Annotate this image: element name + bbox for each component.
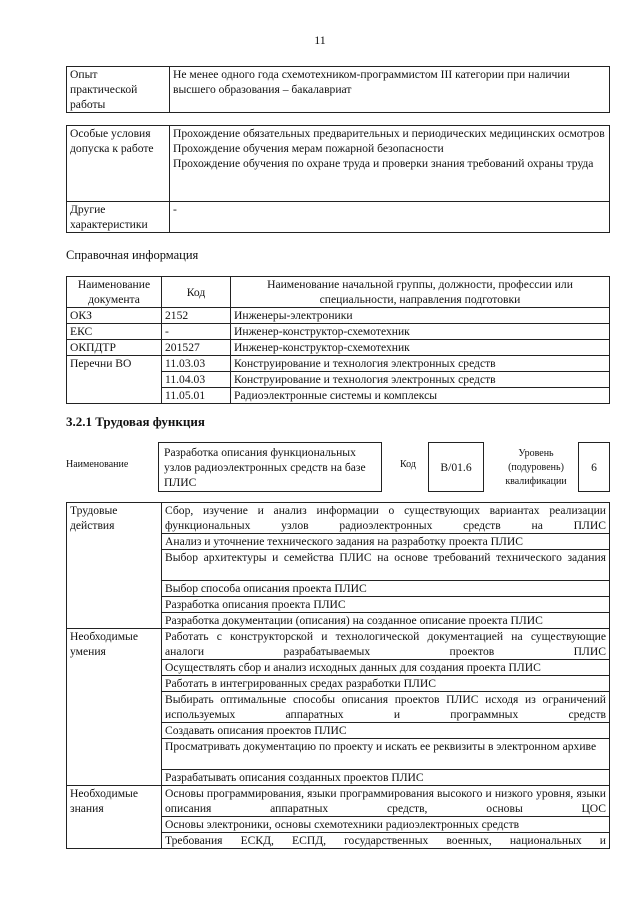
special-items: [170, 126, 610, 202]
ref-doc: ОКЗ: [67, 308, 162, 324]
function-title: 3.2.1 Трудовая функция: [66, 414, 205, 429]
list-item: Анализ и уточнение технического задания на разработку проекта ПЛИС: [162, 534, 610, 550]
list-item: Выбор архитектуры и семейства ПЛИС на основе требований технического задания: [162, 550, 610, 581]
list-item: Осуществлять сбор и анализ исходных данных для создания проекта ПЛИС: [162, 660, 610, 676]
function-level-value: 6: [591, 460, 597, 474]
experience-value: Не менее одного года схемотехником-программистом III категории при наличии высшего образования – бакалавриат: [170, 67, 610, 113]
ref-doc: Перечни ВО: [67, 356, 162, 404]
function-name-box: [158, 442, 382, 492]
ref-header-code: Код: [162, 277, 231, 308]
function-code-label: Код: [400, 459, 416, 470]
ref-header-doc: Наименование документа: [67, 277, 162, 308]
function-name-label: Наименование: [66, 459, 129, 470]
ref-code: 11.03.03: [162, 356, 231, 372]
list-item: Выбор способа описания проекта ПЛИС: [162, 581, 610, 597]
special-item: Прохождение обучения мерам пожарной безопасности: [173, 142, 444, 155]
experience-label: Опыт практической работы: [67, 67, 170, 113]
ref-code: 11.05.01: [162, 388, 231, 404]
list-item: Основы электроники, основы схемотехники радиоэлектронных средств: [162, 817, 610, 833]
list-item: Разрабатывать описания созданных проектов ПЛИС: [162, 770, 610, 786]
list-item: Сбор, изучение и анализ информации о существующих вариантах реализации функциональных узлов радиоэлектронных средств на ПЛИС: [162, 503, 610, 534]
list-item: Основы программирования, языки программирования высокого и низкого уровня, языки описания аппаратных средств, основы ЦОС: [162, 786, 610, 817]
list-item: Разработка документации (описания) на созданное описание проекта ПЛИС: [162, 613, 610, 629]
list-item: Создавать описания проектов ПЛИС: [162, 723, 610, 739]
ref-name: Конструирование и технология электронных средств: [231, 356, 610, 372]
list-item: Работать с конструкторской и технологической документацией на существующие аналоги разрабатываемых проектов ПЛИС: [162, 629, 610, 660]
ref-name: Инженер-конструктор-схемотехник: [231, 324, 610, 340]
table-row: [67, 324, 610, 340]
special-item: Прохождение обязательных предварительных и периодических медицинских осмотров: [173, 127, 605, 140]
reference-heading: Справочная информация: [66, 248, 199, 262]
special-item: Прохождение обучения по охране труда и проверки знания требований охраны труда: [173, 157, 594, 170]
table-row: [67, 356, 610, 372]
ref-name: Конструирование и технология электронных средств: [231, 372, 610, 388]
ref-name: Инженеры-электроники: [231, 308, 610, 324]
function-level-box: [578, 442, 610, 492]
ref-name: Инженер-конструктор-схемотехник: [231, 340, 610, 356]
actions-label: Трудовые действия: [67, 503, 162, 629]
ref-code: 2152: [162, 308, 231, 324]
other-value: -: [170, 202, 610, 233]
list-item: Выбирать оптимальные способы описания проектов ПЛИС исходя из ограничений используемых аппаратных и программных средств: [162, 692, 610, 723]
ref-header-name: Наименование начальной группы, должности, профессии или специальности, направления подготовки: [231, 277, 610, 308]
list-item: Работать в интегрированных средах разработки ПЛИС: [162, 676, 610, 692]
ref-code: -: [162, 324, 231, 340]
conditions-table: [66, 125, 610, 233]
table-row: [67, 308, 610, 324]
list-item: Разработка описания проекта ПЛИС: [162, 597, 610, 613]
ref-doc: ОКПДТР: [67, 340, 162, 356]
special-label: Особые условия допуска к работе: [67, 126, 170, 202]
function-name-value: Разработка описания функциональных узлов радиоэлектронных средств на базе ПЛИС: [164, 446, 366, 489]
ref-name: Радиоэлектронные системы и комплексы: [231, 388, 610, 404]
reference-table: [66, 276, 610, 404]
ref-code: 11.04.03: [162, 372, 231, 388]
experience-table: [66, 66, 610, 113]
function-table: [66, 502, 610, 849]
function-level-label: Уровень (подуровень) квалификации: [505, 448, 567, 487]
ref-code: 201527: [162, 340, 231, 356]
list-item: Требования ЕСКД, ЕСПД, государственных военных, национальных и: [162, 833, 610, 849]
skills-label: Необходимые умения: [67, 629, 162, 786]
function-code-box: [428, 442, 484, 492]
list-item: Просматривать документацию по проекту и искать ее реквизиты в электронном архиве: [162, 739, 610, 770]
ref-doc: ЕКС: [67, 324, 162, 340]
table-row: [67, 340, 610, 356]
other-label: Другие характеристики: [67, 202, 170, 233]
page-number: 11: [314, 33, 326, 47]
knowledge-label: Необходимые знания: [67, 786, 162, 849]
function-code-value: B/01.6: [440, 460, 472, 474]
